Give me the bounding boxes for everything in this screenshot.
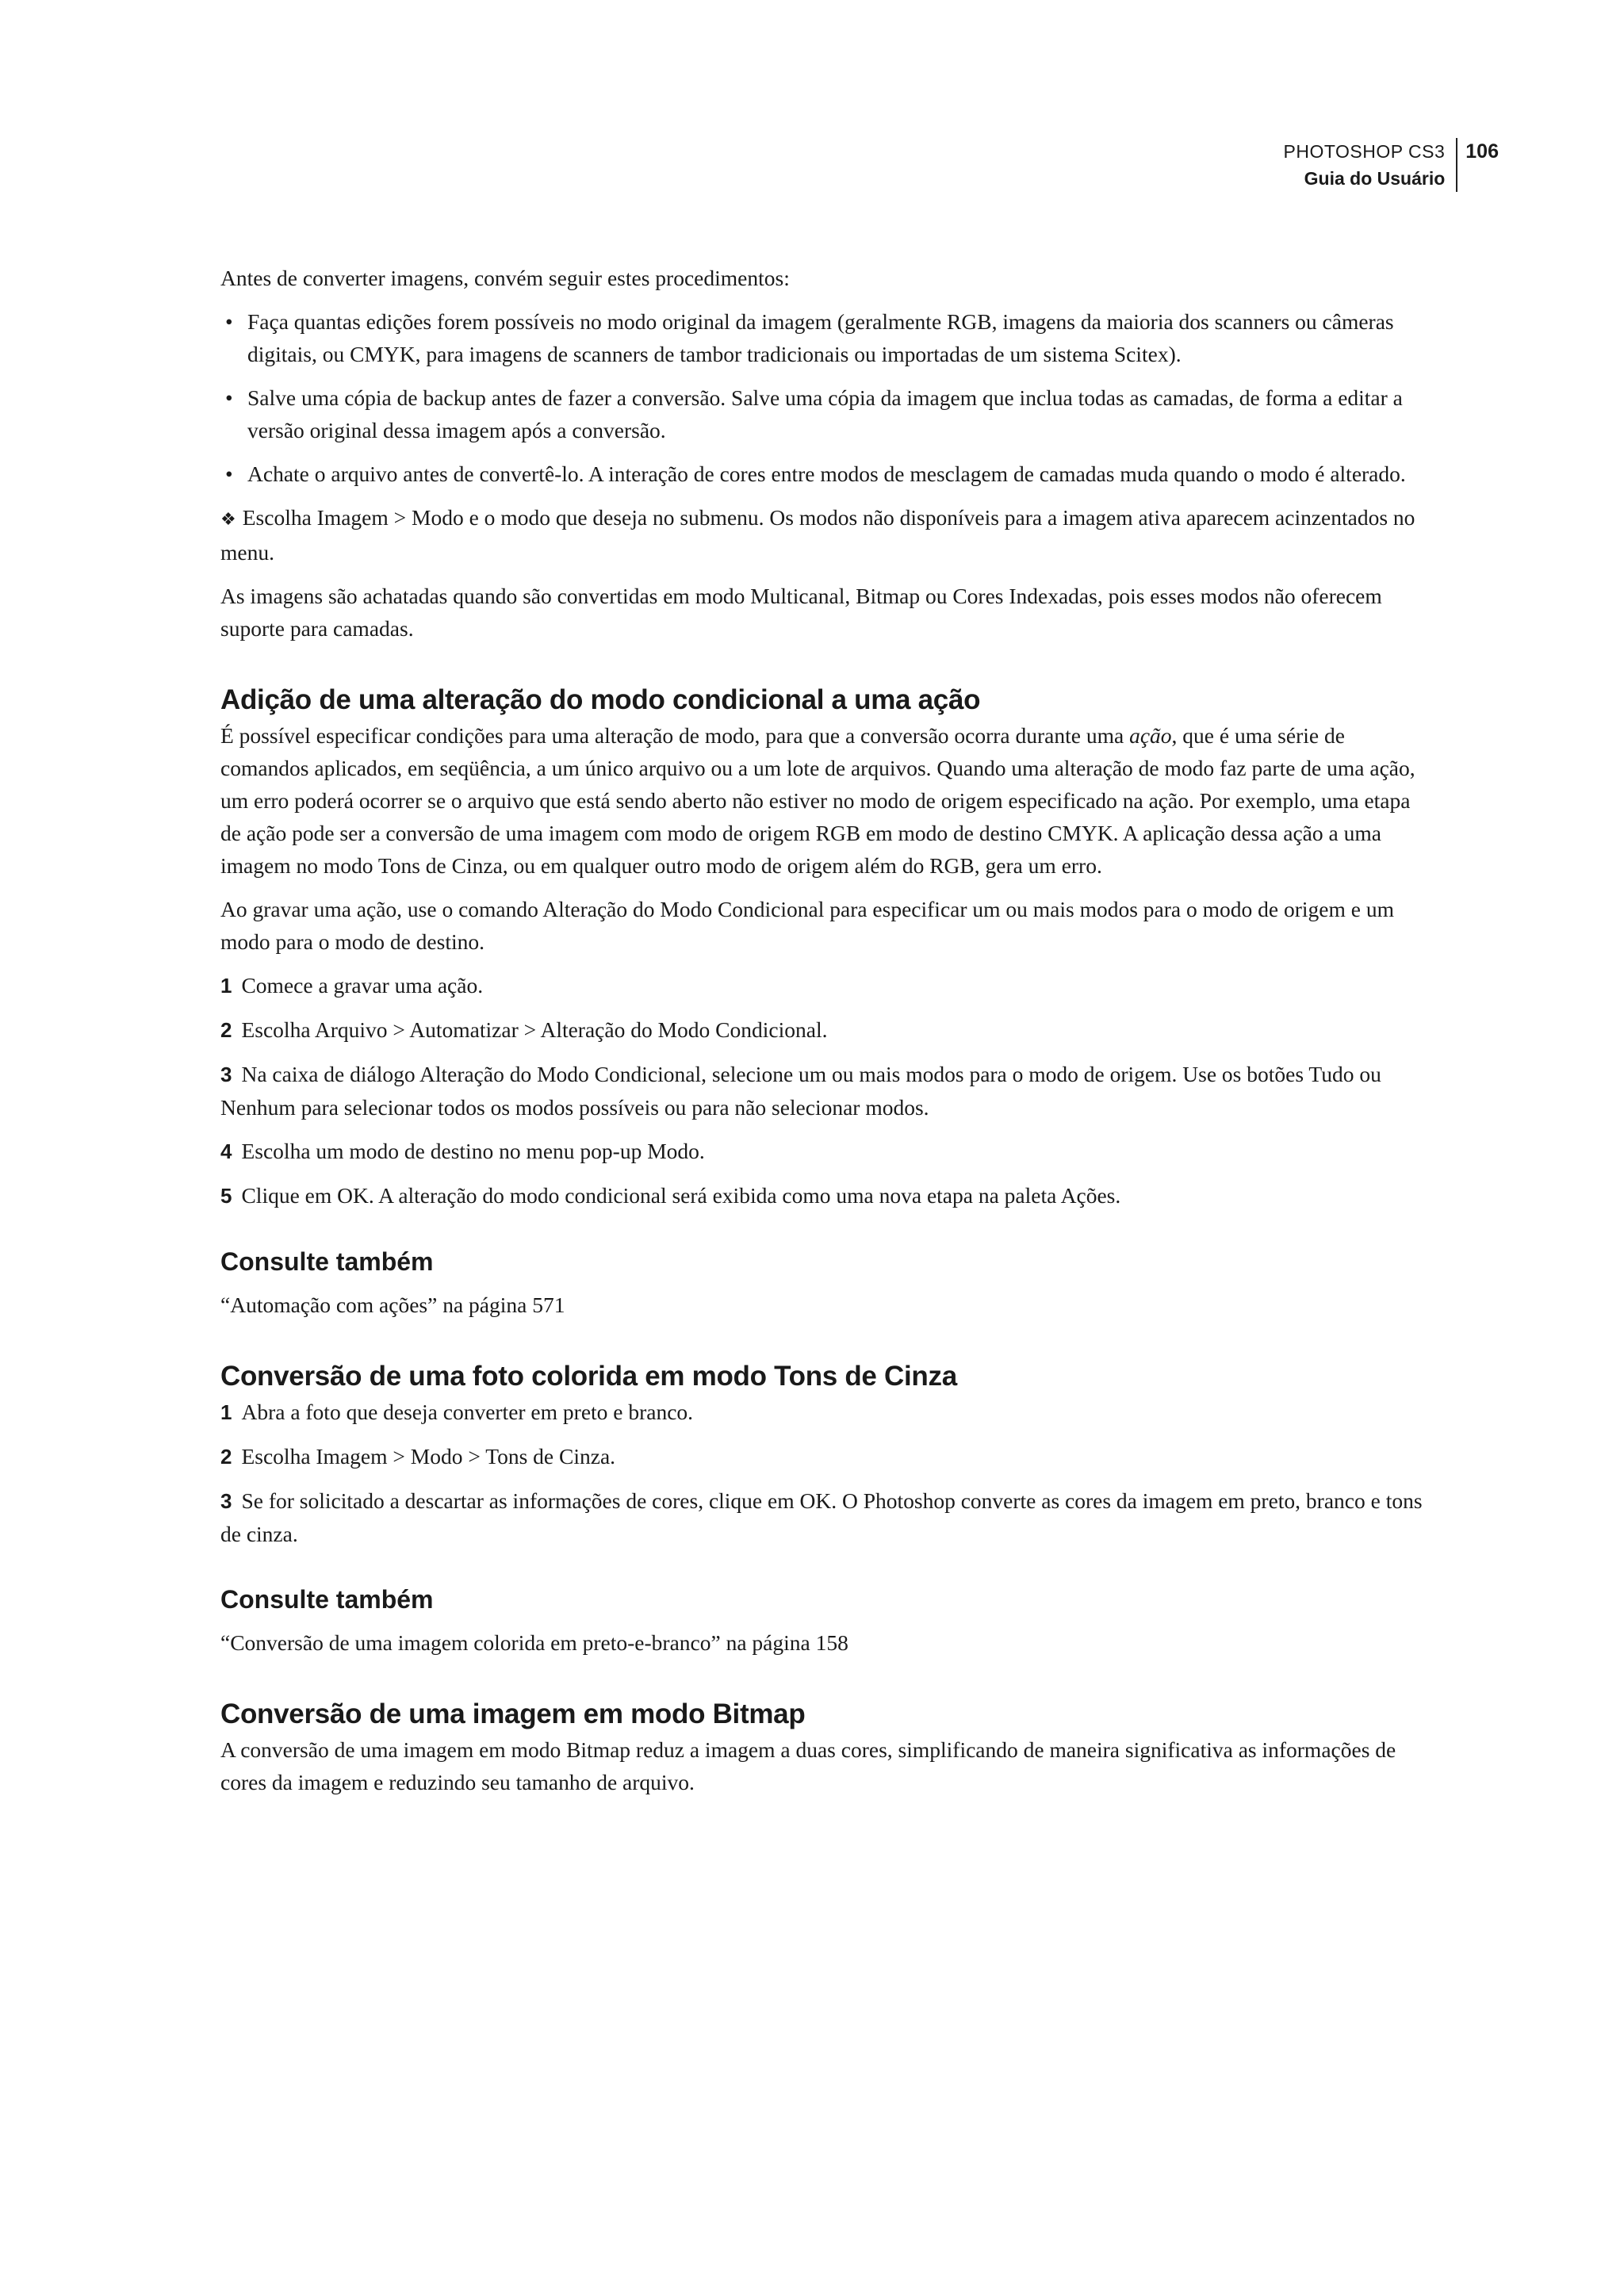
see-also-link[interactable]: “Conversão de uma imagem colorida em preto-e-branco” na página 158 (220, 1630, 848, 1655)
step-text: Comece a gravar uma ação. (241, 973, 484, 998)
page-content (220, 262, 1434, 1810)
step-text: Abra a foto que deseja converter em preto e branco. (241, 1400, 694, 1424)
step-number: 1 (220, 1400, 232, 1424)
step-number: 5 (220, 1184, 232, 1208)
list-item (220, 381, 1434, 446)
step-text: Se for solicitado a descartar as informações de cores, clique em OK. O Photoshop converte as cores da imagem em preto, branco e tons de cinza. (220, 1488, 1423, 1546)
section1-paragraph-1-end: , que é uma série de comandos aplicados, em seqüência, a um único arquivo ou a um lote de arquivos. Quando uma alteração de modo faz parte de uma ação, um erro poderá ocorrer se o arquivo que está sendo aberto não estiver no modo de origem especificado na ação. Por exemplo, uma etapa de ação pode ser a conversão de uma imagem com modo de origem RGB em modo de destino CMYK. A aplicação dessa ação a uma imagem no modo Tons de Cinza, ou em qualquer outro modo de origem além do RGB, gera um erro. (220, 723, 1415, 878)
page-number: 106 (1465, 140, 1499, 163)
step-text: Escolha Arquivo > Automatizar > Alteração do Modo Condicional. (241, 1017, 828, 1042)
step-text: Clique em OK. A alteração do modo condicional será exibida como uma nova etapa na paleta Ações. (241, 1183, 1121, 1208)
bullet-icon: • (225, 309, 233, 334)
step-text: Escolha um modo de destino no menu pop-up Modo. (241, 1139, 705, 1163)
section1-paragraph-1-emphasis: ação (1129, 723, 1172, 748)
see-also-heading: Consulte também (220, 1247, 434, 1276)
step-item (220, 1058, 1434, 1124)
header-product: PHOTOSHOP CS3 (1283, 141, 1446, 162)
list-item-text: Salve uma cópia de backup antes de fazer a conversão. Salve uma cópia da imagem que inclua todas as camadas, de forma a editar a versão original dessa imagem após a conversão. (247, 385, 1403, 442)
step-item (220, 1013, 1434, 1047)
list-item (220, 305, 1434, 370)
section-heading-bitmap: Conversão de uma imagem em modo Bitmap (220, 1698, 806, 1729)
see-also-heading: Consulte também (220, 1585, 434, 1614)
section1-paragraph-2: Ao gravar uma ação, use o comando Alteração do Modo Condicional para especificar um ou mais modos para o modo de origem e um modo para o modo de destino. (220, 897, 1394, 954)
step-number: 3 (220, 1063, 232, 1086)
step-number: 2 (220, 1018, 232, 1042)
procedure-step (220, 501, 1434, 569)
section3-paragraph-1: A conversão de uma imagem em modo Bitmap reduz a imagem a duas cores, simplificando de maneira significativa as informações de cores da imagem e reduzindo seu tamanho de arquivo. (220, 1737, 1396, 1794)
bullet-icon: • (225, 461, 233, 486)
list-item-text: Faça quantas edições forem possíveis no modo original da imagem (geralmente RGB, imagens da maioria dos scanners ou câmeras digitais, ou CMYK, para imagens de scanners de tambor tradicionais ou importadas de um sistema Scitex). (247, 309, 1394, 366)
step-text: Escolha Imagem > Modo > Tons de Cinza. (241, 1444, 616, 1469)
step-item (220, 969, 1434, 1002)
step-number: 1 (220, 974, 232, 998)
step-number: 2 (220, 1445, 232, 1469)
section-heading-conditional-mode: Adição de uma alteração do modo condicional a uma ação (220, 684, 981, 715)
section1-paragraph-1 (220, 719, 1434, 882)
header-guide: Guia do Usuário (1304, 168, 1446, 189)
intro-lead: Antes de converter imagens, convém seguir estes procedimentos: (220, 266, 790, 290)
procedure-diamond-icon: ❖ (220, 510, 236, 530)
step-item (220, 1179, 1434, 1212)
step-item (220, 1135, 1434, 1168)
page-header (1284, 138, 1499, 192)
procedure-text: Escolha Imagem > Modo e o modo que deseja no submenu. Os modos não disponíveis para a imagem ativa aparecem acinzentados no menu. (220, 505, 1415, 565)
see-also-link[interactable]: “Automação com ações” na página 571 (220, 1293, 565, 1317)
intro-bullet-list (220, 305, 1434, 490)
step-item (220, 1484, 1434, 1550)
step-item (220, 1396, 1434, 1429)
section-heading-grayscale: Conversão de uma foto colorida em modo Tons de Cinza (220, 1361, 957, 1392)
step-text: Na caixa de diálogo Alteração do Modo Condicional, selecione um ou mais modos para o modo de origem. Use os botões Tudo ou Nenhum para selecionar todos os modos possíveis ou para não selecionar modos. (220, 1062, 1381, 1120)
step-number: 3 (220, 1489, 232, 1513)
list-item-text: Achate o arquivo antes de convertê-lo. A interação de cores entre modos de mesclagem de camadas muda quando o modo é alterado. (247, 461, 1406, 486)
section1-paragraph-1-start: É possível especificar condições para uma alteração de modo, para que a conversão ocorra durante uma (220, 723, 1130, 748)
bullet-icon: • (225, 385, 233, 410)
intro-note: As imagens são achatadas quando são convertidas em modo Multicanal, Bitmap ou Cores Indexadas, pois esses modos não oferecem suporte para camadas. (220, 584, 1382, 641)
step-number: 4 (220, 1139, 232, 1163)
list-item (220, 458, 1434, 490)
header-titles (1284, 138, 1458, 192)
step-item (220, 1440, 1434, 1473)
